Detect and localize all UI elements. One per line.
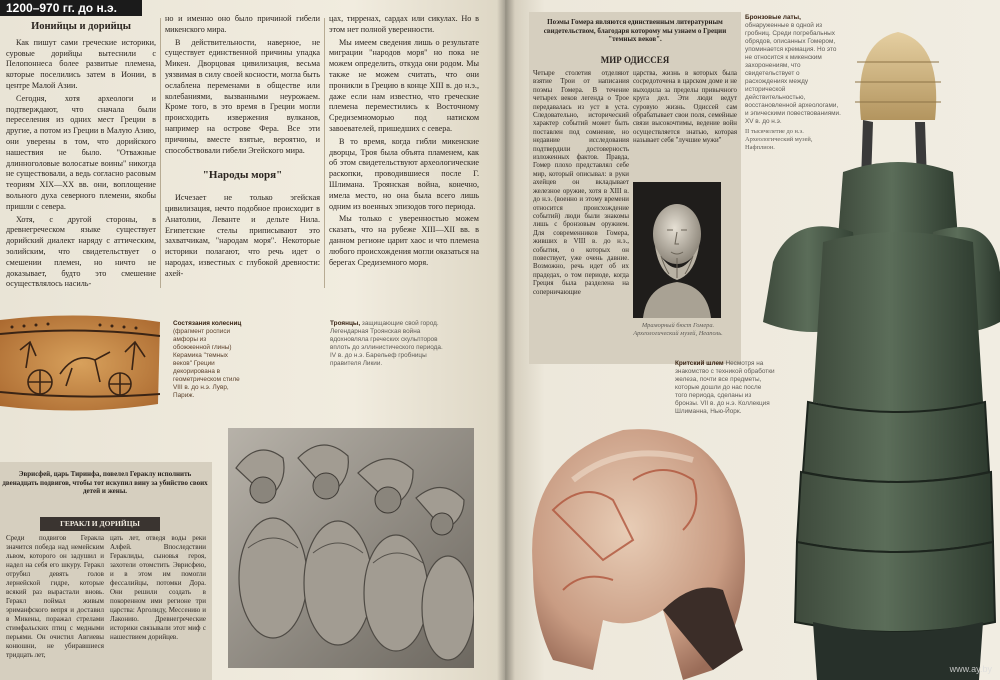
heracles-text-a: Среди подвигов Геракла значится победа над немейским львом, которого он задушил и надел на себя его шкуру. Геракл отрубил девять голов лернейской гидре, которые всякий раз вырастали вновь. Геракл поймал живым эриманфского вепря и доставил в Микены, поражал стрелами стимфальских птиц с медными перьями. Он очистил Авгиевы конюшни, не убиравшиеся тридцать лет, [6, 534, 104, 659]
running-title: 1200–970 гг. до н.э. [0, 0, 142, 16]
section-heading: Ионийцы и дорийцы [31, 21, 131, 32]
paragraph: В то время, когда гибли микенские дворцы, Троя была объята пламенем, как об этом свидетельствуют археологические раскопки, проводившиеся после Г. Шлимана. Троянская война, конечно, имела место, но она была всего лишь одним из военных эпизодов того периода. [329, 136, 479, 211]
homer-intro: Поэмы Гомера являются единственным литературным свидетельством, благодаря которому мы узнаем о Греции "темных веков". [543, 18, 727, 44]
column-divider [160, 18, 161, 288]
paragraph: цах, тирренах, сардах или сикулах. Но в этом нет полной уверенности. [329, 14, 479, 34]
text-column-3 [329, 14, 479, 288]
caption-text: Несмотря на знакомство с техникой обработки железа, почти все предметы, которые дошли до нас после того периода, сделаны из бронзы. VII в. до н.э. Коллекция Шлиманна, Нью-Йорк. [675, 360, 775, 415]
paragraph: Хотя, с другой стороны, в древнегреческом языке существует дорийский диалект наряду с аттическим, эолийским, что свидетельствует о смешении племен, но ничто не доказывает, будто это смешение осуществлялось насиль- [6, 214, 156, 289]
paragraph: Мы только с уверенностью можем сказать, что на рубеже XIII—XII вв. в данном регионе царит хаос и что племена любого происхождения могли оказаться на берегах Средиземного моря. [329, 214, 479, 267]
homer-bust-image [633, 182, 721, 318]
paragraph: Мы имеем сведения лишь о результате миграции "народов моря" но пока не можем определить, откуда они родом. Мы также не можем считать, что они проникли в Грецию в конце XIII в. до н.э., даже если нам известно, что греческие племена переместились к Восточному Средиземноморью под натиском завоевателей, пришедших с севера. [329, 37, 479, 133]
caption-text: защищающие свой город. Легендарная Троянская война вдохновляла греческих скульпторов вплоть до эллинистического периода. IV в. до н.э. Барельеф гробницы правителя Ликии. [330, 320, 443, 367]
heracles-text-b: цать лет, отведя воды реки Алфей. Впоследствии Гераклиды, сыновья героя, захотели отомстить Эврисфею, и в этом им помогли фессалийцы, потомки Дора. Они решили создать в покоренном ими регионе три царства: Арголиду, Мессению и Лаконию. Древнегреческие историки связывали этот миф с нашествием дорийцев. [110, 534, 206, 641]
paragraph: В действительности, наверное, не существует единственной причины упадка Микен. Дворцовая цивилизация, весьма уязвимая в силу своей косности, могла быть ослаблена переменами в обществе или колебаниями, вызванными неурожаем. Кроме того, в это время в Греции могли происходить извержения вулканов, например на острове Фера. Все эти причины, вместе взятые, вероятно, и способствовали гибели Эгейского мира. [165, 37, 320, 155]
book-gutter [497, 0, 515, 680]
cretan-helmet-image [513, 420, 763, 680]
caption-subtitle: II тысячелетие до н.э. Археологический музей, Нафплион. [745, 128, 813, 151]
paragraph: Исчезает не только эгейская цивилизация, нечто подобное происходит в Анатолии, Леванте и дельте Нила. Египетские стелы приписывают это захватчикам, "народам моря". Некоторые историки полагают, что речь идет о народах, известных с глубокой древности: ахей- [165, 193, 320, 278]
section-heading: "Народы моря" [202, 169, 283, 182]
homer-box-heading: МИР ОДИССЕЯ [600, 55, 670, 65]
caption-title: Состязания колесниц [173, 320, 242, 327]
bronze-armor-image [753, 22, 1000, 680]
homer-text-b: царства, жизнь в которых была сосредоточена в царском доме и не выходила за пределы привычного круга дел. Эти люди ведут суровую жизнь. Одиссей сам обрабатывает свои поля, семейные связи высокочтимы, ведение войн осуществляется знатью, которая называет себя "лучшие мужи" [633, 70, 737, 145]
homer-text-a: Четыре столетия отделяют взятие Трои от написания поэмы Гомера. В течение четырех веков легенда о Трое передавалась из уст в уста. Следовательно, исторический характер событий может быть поставлен под сомнение, но недавние исследования подтвердили достоверность изложенных фактов. Правда, Гомер плохо представлял себе мир, который описывал: в руки ахейцев он вкладывает железное оружие, хотя в XIII в. до н.э. (военно и этому времени относится происхождение событий) люди были знакомы лишь с бронзовым оружием. Для современников Гомера, живших в VIII в. до н.э., события, о которых он повествует, уже очень давние. Возможно, речь идет об их прадедах, о том периоде, когда Греция была разделена на соперничающие [533, 70, 629, 296]
paragraph: Как пишут сами греческие историки, суровые дорийцы вытеснили с Пелопоннеса более развитые племена, которые поселились затем в Ионии, в центре Малой Азии. [6, 37, 156, 90]
paragraph: но и именно оно было причиной гибели микенского мира. [165, 14, 320, 34]
heracles-note: Эврисфей, царь Тиринфа, повелел Гераклу исполнить двенадцать подвигов, чтобы тот искупил вину за убийство своих детей и жены. [2, 470, 208, 496]
caption-trojans [330, 320, 445, 368]
caption-title: Критский шлем [675, 360, 724, 367]
right-page [505, 0, 1000, 680]
heracles-box-heading: ГЕРАКЛ И ДОРИЙЦЫ [40, 517, 160, 531]
column-divider [324, 18, 325, 288]
amphora-fragment-image [0, 312, 160, 412]
caption-amphora [173, 320, 243, 400]
caption-text: (фрагмент росписи амфоры из обожженной глины) Керамика "темных веков" Греции декорирована в геометрическом стиле VIII в. до н.э. Лувр, Париж. [173, 328, 240, 399]
paragraph: Сегодня, хотя археологи и подтверждают, что сначала были переселения из одних мест Греции в другие, а потом из Греции в Малую Азию, они уверены в том, что дорийского нашествия не было. "Отважные длинноголовые волосатые воины" никогда не существовали, а ведь согласно расовым теориям XIX—XX вв. они, воплощение вольного духа северного племени, якобы пришли с севера. [6, 93, 156, 211]
caption-title: Троянцы, [330, 320, 361, 327]
bust-caption: Мраморный бюст Гомера. Археологический музей, Неаполь. [633, 322, 723, 337]
trojan-relief-image [228, 428, 474, 668]
caption-title: Бронзовые латы, [745, 14, 801, 21]
caption-text: обнаруженные в одной из гробниц. Среди погребальных обрядов, описанных Гомером, упоминается кремация. Но это не относится к микенским захоронениям, что свидетельствует о расхождениях между исторической действительностью, восстановленной археологами, и эпическими повествованиями. XV в. до н.э. [745, 22, 841, 125]
text-column-1 [6, 18, 156, 288]
watermark: www.ay.by [949, 664, 992, 674]
text-column-2 [165, 14, 320, 288]
